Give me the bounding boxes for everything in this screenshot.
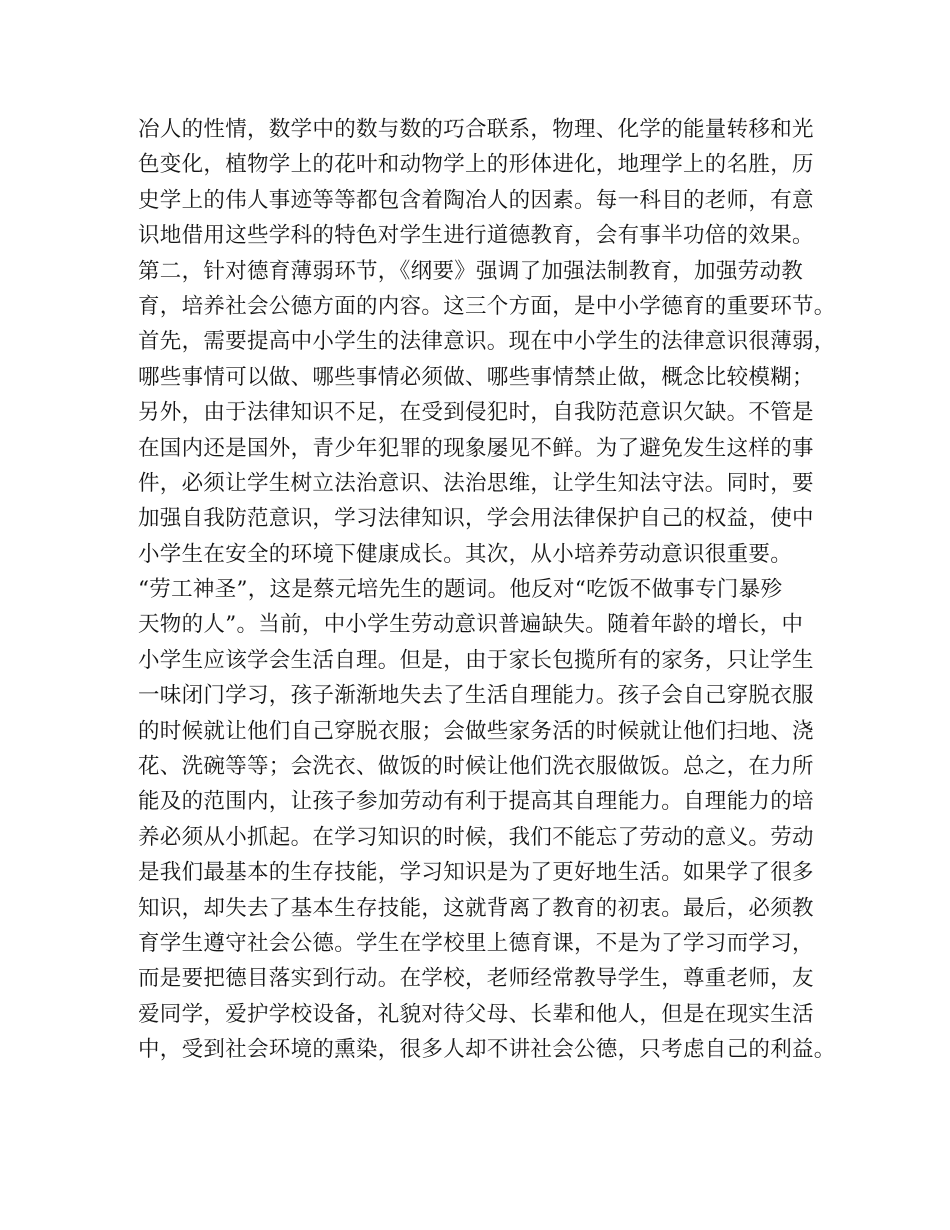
- text-line: 爱同学，爱护学校设备，礼貌对待父母、长辈和他人，但是在现实生活: [138, 1001, 814, 1027]
- text-line: 件，必须让学生树立法治意识、法治思维，让学生知法守法。同时，要: [138, 470, 814, 496]
- text-line: 识地借用这些学科的特色对学生进行道德教育，会有事半功倍的效果。: [138, 223, 814, 249]
- text-line: 哪些事情可以做、哪些事情必须做、哪些事情禁止做，概念比较模糊；: [138, 364, 814, 390]
- text-line: 小学生应该学会生活自理。但是，由于家长包揽所有的家务，只让学生: [138, 647, 814, 673]
- text-line: 的时候就让他们自己穿脱衣服；会做些家务活的时候就让他们扫地、浇: [138, 718, 814, 744]
- text-line: “劳工神圣”，这是蔡元培先生的题词。他反对“吃饭不做事专门暴殄: [138, 577, 783, 603]
- text-line: 育学生遵守社会公德。学生在学校里上德育课，不是为了学习而学习，: [138, 930, 814, 956]
- text-line: 另外，由于法律知识不足，在受到侵犯时，自我防范意识欠缺。不管是: [138, 400, 814, 426]
- text-line: 而是要把德目落实到行动。在学校，老师经常教导学生，尊重老师，友: [138, 966, 814, 992]
- text-line: 小学生在安全的环境下健康成长。其次，从小培养劳动意识很重要。: [138, 541, 793, 567]
- text-line: 一味闭门学习，孩子渐渐地失去了生活自理能力。孩子会自己穿脱衣服: [138, 683, 814, 709]
- text-line: 天物的人”。当前，中小学生劳动意识普遍缺失。随着年龄的增长，中: [138, 612, 804, 638]
- text-line: 能及的范围内，让孩子参加劳动有利于提高其自理能力。自理能力的培: [138, 789, 814, 815]
- text-line: 花、洗碗等等；会洗衣、做饭的时候让他们洗衣服做饭。总之，在力所: [138, 754, 814, 780]
- text-line: 冶人的性情，数学中的数与数的巧合联系，物理、化学的能量转移和光: [138, 117, 814, 142]
- text-line: 知识，却失去了基本生存技能，这就背离了教育的初衷。最后，必须教: [138, 895, 814, 921]
- text-line: 第二，针对德育薄弱环节，《纲要》强调了加强法制教育，加强劳动教: [138, 258, 804, 284]
- text-line: 是我们最基本的生存技能，学习知识是为了更好地生活。如果学了很多: [138, 860, 814, 886]
- text-line: 史学上的伟人事迹等等都包含着陶冶人的因素。每一科目的老师，有意: [138, 187, 814, 213]
- text-line: 在国内还是国外，青少年犯罪的现象屡见不鲜。为了避免发生这样的事: [138, 435, 814, 461]
- text-line: 育，培养社会公德方面的内容。这三个方面，是中小学德育的重要环节。: [138, 293, 836, 319]
- text-line: 中，受到社会环境的熏染，很多人却不讲社会公德，只考虑自己的利益。: [138, 1037, 836, 1063]
- text-line: 加强自我防范意识，学习法律知识，学会用法律保护自己的权益，使中: [138, 506, 814, 532]
- text-line: 养必须从小抓起。在学习知识的时候，我们不能忘了劳动的意义。劳动: [138, 824, 814, 850]
- text-line: 首先，需要提高中小学生的法律意识。现在中小学生的法律意识很薄弱，: [138, 329, 836, 355]
- text-line: 色变化，植物学上的花叶和动物学上的形体进化，地理学上的名胜，历: [138, 152, 814, 178]
- body-text: [138, 112, 838, 1068]
